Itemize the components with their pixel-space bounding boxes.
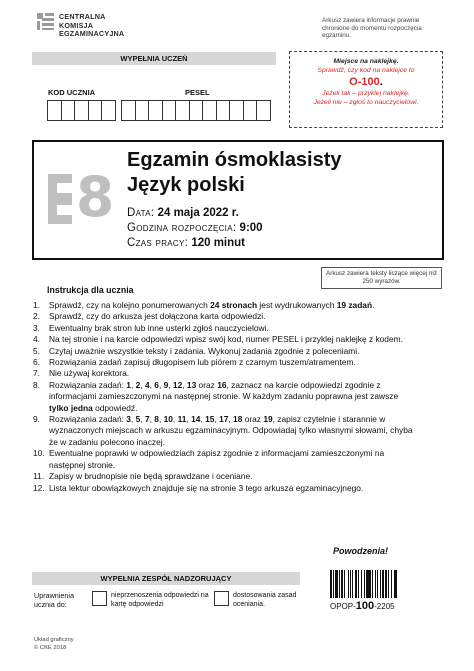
pesel-digit-box[interactable] <box>135 100 150 121</box>
pesel-digit-box[interactable] <box>229 100 244 121</box>
barcode-code: OPOP-100-2205 <box>330 600 395 612</box>
instructions-list <box>33 300 413 494</box>
instruction-item: 2. Sprawdź, czy do arkusza jest dołączona karta odpowiedzi. <box>33 311 266 322</box>
instruction-item: 10. Ewentualne poprawki w odpowiedziach zapisz zgodnie z informacjami zamieszczonymi na następnej stronie. <box>33 448 385 470</box>
sticker-yes-text: Jeżeli tak – przyklej naklejkę. <box>322 90 410 98</box>
code-digit-box[interactable] <box>74 100 89 121</box>
cke-logo <box>37 13 124 39</box>
student-code-field[interactable] <box>47 100 115 121</box>
sticker-check-text: Sprawdź, czy kod na naklejce to <box>317 66 415 74</box>
adjust-grading-checkbox[interactable] <box>214 591 229 606</box>
instruction-item: 4. Na tej stronie i na karcie odpowiedzi wpisz swój kod, numer PESEL i przyklej naklejkę z kodem. <box>33 334 403 345</box>
pesel-digit-box[interactable] <box>175 100 190 121</box>
instruction-item: 8. Rozwiązania zadań: 1, 2, 4, 6, 9, 12, 13 oraz 16, zaznacz na karcie odpowiedzi zgodnie z informacjami zamieszczonymi na następnej stronie. W każdym zadaniu poprawna jest zawsze tylko jedna odpowiedź. <box>33 379 399 413</box>
instruction-item: 6. Rozwiązania zadań zapisuj długopisem lub piórem z czarnym tuszem/atramentem. <box>33 357 356 368</box>
pesel-digit-box[interactable] <box>148 100 163 121</box>
instruction-item: 12. Lista lektur obowiązkowych znajduje się na stronie 3 tego arkusza egzaminacyjnego. <box>33 482 364 493</box>
exam-title <box>127 148 342 198</box>
footer-credit: Układ graficzny © CKE 2018 <box>34 637 74 651</box>
exam-subject: Język polski <box>127 174 245 196</box>
pesel-digit-box[interactable] <box>243 100 258 121</box>
code-digit-box[interactable] <box>88 100 103 121</box>
sticker-title: Miejsce na naklejkę. <box>333 58 399 65</box>
team-section-header: WYPEŁNIA ZESPÓŁ NADZORUJĄCY <box>32 572 300 585</box>
good-luck-text: Powodzenia! <box>333 546 389 556</box>
exam-duration: Czas pracy: 120 minut <box>127 237 246 249</box>
code-digit-box[interactable] <box>61 100 76 121</box>
pesel-label: PESEL <box>185 88 210 97</box>
exam-date: Data: 24 maja 2022 r. <box>127 207 239 219</box>
cke-logo-icon <box>37 13 54 30</box>
no-transfer-label: nieprzenoszenia odpowiedzi na kartę odpowiedzi <box>111 592 209 608</box>
barcode-icon <box>330 570 418 598</box>
sticker-placeholder[interactable] <box>289 51 443 128</box>
pesel-digit-box[interactable] <box>216 100 231 121</box>
pesel-digit-box[interactable] <box>256 100 271 121</box>
instruction-item: 7. Nie używaj korektora. <box>33 368 130 379</box>
exam-name: Egzamin ósmoklasisty <box>127 149 342 171</box>
pesel-digit-box[interactable] <box>189 100 204 121</box>
badge-digit: 8 <box>76 165 115 229</box>
exam-start-time: Godzina rozpoczęcia: 9:00 <box>127 222 263 234</box>
code-digit-box[interactable] <box>101 100 116 121</box>
code-digit-box[interactable] <box>47 100 62 121</box>
instruction-item: 5. Czytaj uważnie wszystkie teksty i zadania. Wykonuj zadania zgodnie z poleceniami. <box>33 345 360 356</box>
entitlements-label: Uprawnienia ucznia do: <box>34 591 74 609</box>
sticker-code: O-100. <box>349 76 383 89</box>
e8-badge-icon <box>48 165 115 229</box>
no-transfer-checkbox[interactable] <box>92 591 107 606</box>
pesel-digit-box[interactable] <box>162 100 177 121</box>
instructions-title: Instrukcja dla ucznia <box>47 285 134 295</box>
adjust-grading-label: dostosowania zasad oceniania. <box>233 592 297 608</box>
pesel-field[interactable] <box>121 100 270 121</box>
instruction-item: 1. Sprawdź, czy na kolejno ponumerowanych 24 stronach jest wydrukowanych 19 zadań. <box>33 300 375 310</box>
instruction-item: 9. Rozwiązania zadań: 3, 5, 7, 8, 10, 11, 14, 15, 17, 18 oraz 19, zapisz czytelnie i starannie w wyznaczonych miejscach w arkuszu egzaminacyjnym. Odpowiadaj tylko własnymi słowami, chyba że w zadaniu polecono inaczej. <box>33 414 413 447</box>
confidential-note: Arkusz zawiera informacje prawnie chronione do momentu rozpoczęcia egzaminu. <box>322 17 422 40</box>
instruction-item: 11. Zapisy w brudnopisie nie będą sprawdzane i oceniane. <box>33 471 253 482</box>
word-count-note: Arkusz zawiera teksty liczące więcej niż 250 wyrazów. <box>321 267 442 289</box>
pesel-digit-box[interactable] <box>121 100 136 121</box>
sticker-no-text: Jeżeli nie – zgłoś to nauczycielowi. <box>313 98 419 106</box>
student-section-header: WYPEŁNIA UCZEŃ <box>32 52 276 65</box>
cke-logo-text: CENTRALNA KOMISJA EGZAMINACYJNA <box>59 12 125 38</box>
exam-details <box>127 206 263 251</box>
pesel-digit-box[interactable] <box>202 100 217 121</box>
student-code-label: KOD UCZNIA <box>48 88 96 97</box>
exam-info-box <box>32 140 444 260</box>
instruction-item: 3. Ewentualny brak stron lub inne usterki zgłoś nauczycielowi. <box>33 322 269 333</box>
